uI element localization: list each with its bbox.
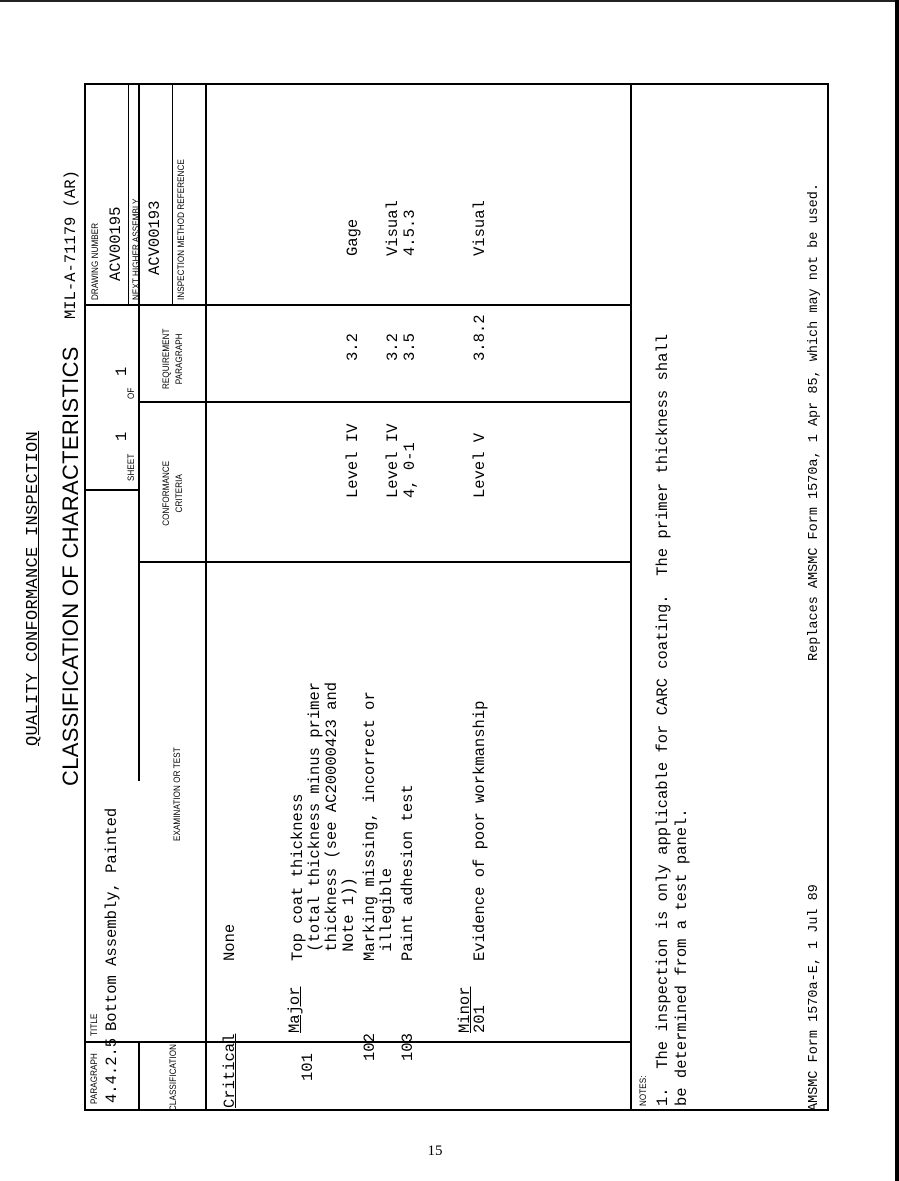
page-number: 15 (427, 1143, 443, 1159)
classification-cell: 201 (471, 1005, 489, 1033)
conformance-label-2: CRITERIA (174, 474, 185, 513)
rule-title-end (84, 489, 138, 491)
group-critical: Critical (221, 1033, 239, 1108)
method-cell: Visual 4.5.3 (384, 200, 419, 256)
exam-cell: Paint adhesion test (399, 784, 417, 961)
rule-nha-bottom (172, 83, 173, 306)
notes-label: NOTES: (638, 1075, 649, 1106)
next-higher-assembly-value: ACV00193 (146, 200, 164, 275)
classification-cell: 102 (361, 1033, 379, 1061)
exam-cell: None (221, 923, 239, 961)
rule-criteria-col (138, 401, 630, 403)
group-major: Major (286, 986, 304, 1033)
replaces-note: Replaces AMSMC Form 1570a, 1 Apr 85, which may not be used. (807, 183, 822, 661)
exam-cell: Evidence of poor workmanship (471, 700, 489, 961)
sheet-label: SHEET (126, 453, 137, 481)
sheet-number: 1 (113, 431, 131, 441)
requirement-label-1: REQUIREMENT (161, 328, 172, 390)
next-higher-assembly-label: NEXT HIGHER ASSEMBLY (131, 198, 142, 300)
requirement-cell: 3.2 (344, 333, 362, 361)
examination-label: EXAMINATION OR TEST (172, 747, 183, 841)
form-frame (84, 83, 829, 1111)
rule-drawing-bottom (128, 83, 129, 306)
method-cell: Visual (471, 200, 489, 256)
qci-title: QUALITY CONFORMANCE INSPECTION (24, 430, 43, 746)
sheet-of-label: OF (126, 387, 137, 399)
requirement-label-2: PARAGRAPH (174, 333, 185, 385)
exam-cell: Top coat thickness (total thickness minus primer thickness (see AC20000423 and Note 1)) (289, 681, 358, 961)
exam-cell: Marking missing, incorrect or illegible (361, 691, 396, 961)
note-line-1: 1. The inspection is only applicable for CARC coating. The primer thickness shall (654, 333, 672, 1106)
conformance-label-1: CONFORMANCE (161, 460, 172, 526)
method-cell: Gage (344, 218, 362, 256)
criteria-cell: Level V (471, 432, 489, 498)
inspection-method-label: INSPECTION METHOD REFERENCE (176, 159, 187, 300)
form-id: AMSMC Form 1570a-E, 1 Jul 89 (807, 884, 822, 1111)
criteria-cell: Level IV 4, 0-1 (384, 423, 419, 498)
criteria-cell: Level IV (344, 423, 362, 498)
rule-exam-col (138, 561, 630, 563)
title-value: Bottom Assembly, Painted (103, 807, 121, 1031)
rule-para-col (84, 1041, 630, 1043)
drawing-number-value: ACV00195 (107, 206, 125, 281)
note-line-2: be determined from a test panel. (673, 808, 691, 1106)
requirement-cell: 3.8.2 (471, 314, 489, 361)
rule-para-bottom (138, 1043, 140, 1111)
classification-cell: 101 (299, 1053, 317, 1081)
classification-label: CLASSIFICATION (168, 1043, 179, 1111)
title-label: TITLE (89, 1013, 100, 1036)
paragraph-label: PARAGRAPH (89, 1053, 100, 1104)
paragraph-value: 4.4.2.5 (103, 1037, 121, 1103)
spec-number: MIL-A-71179 (AR) (62, 170, 80, 319)
sheet-total: 1 (113, 366, 131, 376)
rule-req-col (84, 304, 630, 306)
classification-cell: 103 (399, 1033, 417, 1061)
main-title: CLASSIFICATION OF CHARACTERISTICS (58, 346, 83, 786)
rule-header-bottom (205, 83, 207, 1111)
drawing-number-label: DRAWING NUMBER (90, 222, 101, 300)
rule-notes-top (630, 83, 632, 1111)
requirement-cell: 3.2 3.5 (384, 333, 419, 361)
group-minor: Minor (456, 986, 474, 1033)
